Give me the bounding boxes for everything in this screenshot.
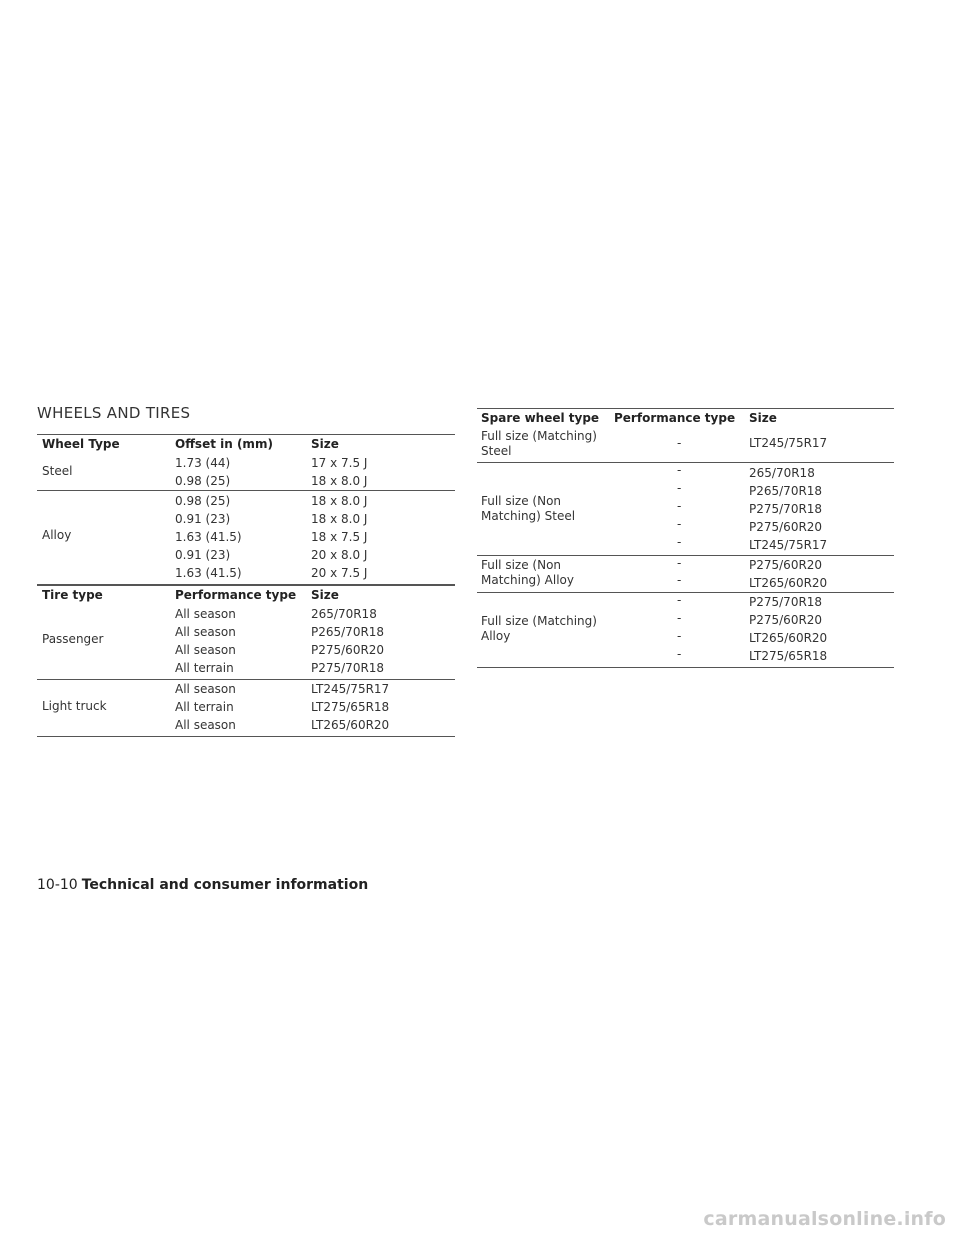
size-cell: LT275/65R18 bbox=[311, 700, 390, 714]
performance-cell: All season bbox=[175, 643, 236, 657]
section-title: WHEELS AND TIRES bbox=[37, 404, 191, 422]
offset-cell: 0.98 (25) bbox=[175, 474, 231, 488]
size-cell: 18 x 8.0 J bbox=[311, 474, 368, 488]
performance-cell: All season bbox=[175, 607, 236, 621]
performance-cell: - bbox=[677, 481, 682, 495]
size-cell: 17 x 7.5 J bbox=[311, 456, 368, 470]
size-cell: 18 x 8.0 J bbox=[311, 512, 368, 526]
tire-group-light-truck bbox=[37, 680, 455, 737]
performance-cell: All season bbox=[175, 682, 236, 696]
performance-cell: - bbox=[677, 535, 682, 549]
offset-cell: 1.63 (41.5) bbox=[175, 566, 242, 580]
wheel-type-cell: Steel bbox=[42, 464, 73, 478]
offset-cell: 0.91 (23) bbox=[175, 512, 231, 526]
wheel-group-steel bbox=[37, 453, 455, 491]
size-cell: LT245/75R17 bbox=[311, 682, 390, 696]
performance-cell: - bbox=[677, 647, 682, 661]
size-cell: LT245/75R17 bbox=[749, 436, 828, 450]
spare-group-non-matching-steel bbox=[477, 463, 894, 556]
wheel-group-alloy bbox=[37, 491, 455, 585]
header-performance-type: Performance type bbox=[614, 411, 736, 425]
performance-cell: All terrain bbox=[175, 661, 234, 675]
size-cell: 265/70R18 bbox=[749, 466, 815, 480]
header-tire-type: Tire type bbox=[42, 588, 103, 602]
size-cell: P275/60R20 bbox=[749, 558, 823, 572]
header-size: Size bbox=[749, 411, 777, 425]
performance-cell: All season bbox=[175, 718, 236, 732]
size-cell: LT265/60R20 bbox=[311, 718, 390, 732]
tire-type-cell: Passenger bbox=[42, 632, 104, 646]
header-size: Size bbox=[311, 588, 339, 602]
tire-type-cell: Light truck bbox=[42, 699, 107, 713]
spares-table-header bbox=[477, 408, 894, 427]
size-cell: LT265/60R20 bbox=[749, 576, 828, 590]
size-cell: LT275/65R18 bbox=[749, 649, 828, 663]
offset-cell: 0.91 (23) bbox=[175, 548, 231, 562]
performance-cell: - bbox=[677, 593, 682, 607]
performance-cell: - bbox=[677, 436, 682, 450]
offset-cell: 1.63 (41.5) bbox=[175, 530, 242, 544]
performance-cell: - bbox=[677, 556, 682, 570]
header-performance-type: Performance type bbox=[175, 588, 297, 602]
spare-type-cell: Full size (Non Matching) Steel bbox=[481, 494, 576, 523]
tires-table-header bbox=[37, 585, 455, 604]
performance-cell: All season bbox=[175, 625, 236, 639]
size-cell: 20 x 7.5 J bbox=[311, 566, 368, 580]
size-cell: P275/70R18 bbox=[749, 502, 823, 516]
offset-cell: 0.98 (25) bbox=[175, 494, 231, 508]
spare-group-non-matching-alloy bbox=[477, 556, 894, 593]
size-cell: P265/70R18 bbox=[749, 484, 823, 498]
spare-type-cell: Full size (Matching) Steel bbox=[481, 429, 597, 458]
watermark-text: carmanualsonline.info bbox=[703, 1208, 946, 1230]
page-footer bbox=[37, 877, 368, 893]
spare-group-matching-steel bbox=[477, 427, 894, 463]
performance-cell: - bbox=[677, 629, 682, 643]
performance-cell: - bbox=[677, 463, 682, 477]
performance-cell: All terrain bbox=[175, 700, 234, 714]
size-cell: P275/60R20 bbox=[311, 643, 385, 657]
spare-type-cell: Full size (Non Matching) Alloy bbox=[481, 558, 574, 587]
wheels-table bbox=[37, 434, 455, 737]
wheels-table-header bbox=[37, 434, 455, 453]
size-cell: LT265/60R20 bbox=[749, 631, 828, 645]
performance-cell: - bbox=[677, 573, 682, 587]
spare-wheels-table bbox=[477, 408, 894, 668]
size-cell: P275/60R20 bbox=[749, 520, 823, 534]
size-cell: P275/70R18 bbox=[311, 661, 385, 675]
tire-group-passenger bbox=[37, 604, 455, 680]
size-cell: P265/70R18 bbox=[311, 625, 385, 639]
size-cell: P275/60R20 bbox=[749, 613, 823, 627]
performance-cell: - bbox=[677, 499, 682, 513]
header-size: Size bbox=[311, 437, 339, 451]
size-cell: LT245/75R17 bbox=[749, 538, 828, 552]
size-cell: 20 x 8.0 J bbox=[311, 548, 368, 562]
wheel-type-cell: Alloy bbox=[42, 528, 72, 542]
header-spare-wheel-type: Spare wheel type bbox=[481, 411, 600, 425]
spare-group-matching-alloy bbox=[477, 593, 894, 668]
offset-cell: 1.73 (44) bbox=[175, 456, 231, 470]
chapter-title: Technical and consumer information bbox=[81, 877, 369, 893]
performance-cell: - bbox=[677, 611, 682, 625]
header-offset: Offset in (mm) bbox=[175, 437, 273, 451]
size-cell: 18 x 7.5 J bbox=[311, 530, 368, 544]
page-number: 10-10 bbox=[37, 877, 78, 893]
spare-type-cell: Full size (Matching) Alloy bbox=[481, 614, 597, 643]
size-cell: 18 x 8.0 J bbox=[311, 494, 368, 508]
header-wheel-type: Wheel Type bbox=[42, 437, 120, 451]
size-cell: P275/70R18 bbox=[749, 595, 823, 609]
performance-cell: - bbox=[677, 517, 682, 531]
size-cell: 265/70R18 bbox=[311, 607, 377, 621]
